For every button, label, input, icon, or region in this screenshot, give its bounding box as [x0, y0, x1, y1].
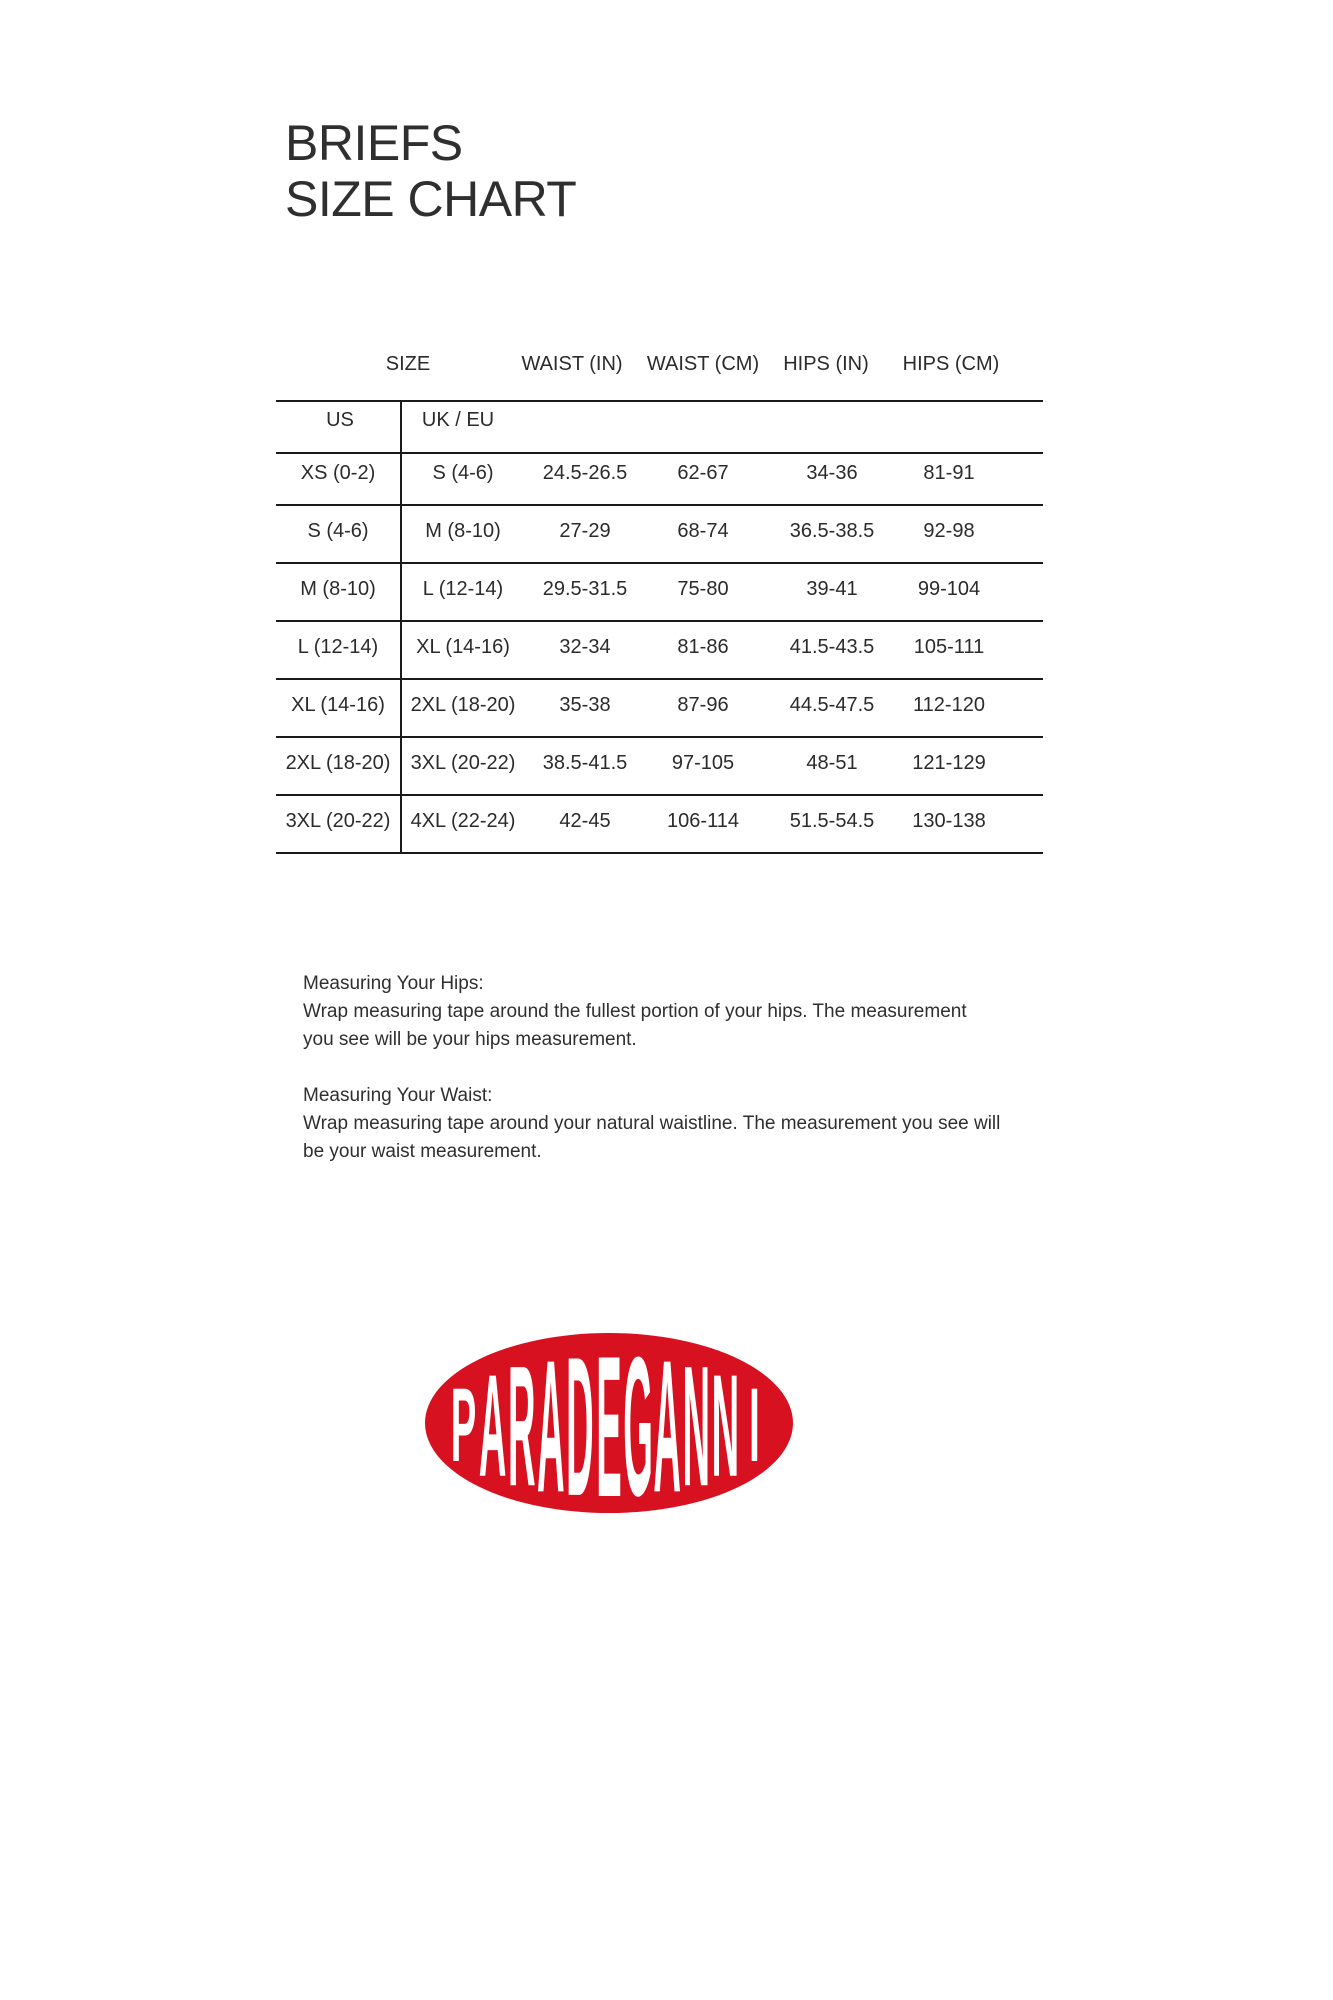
cell-waist-in: 38.5-41.5: [542, 752, 628, 774]
waist-text-line-1: Wrap measuring tape around your natural waistline. The measurement you see will: [303, 1113, 1001, 1134]
logo-letter: N: [711, 1344, 740, 1508]
cell-hips-cm: 92-98: [923, 520, 975, 542]
cell-us: S (4-6): [307, 520, 369, 542]
table-rule: [276, 400, 1043, 402]
cell-waist-cm: 87-96: [677, 694, 729, 716]
brand-logo: [424, 1332, 794, 1514]
title-line-1: BRIEFS: [285, 115, 463, 171]
cell-waist-in: 32-34: [559, 636, 611, 658]
cell-waist-in: 42-45: [559, 810, 611, 832]
cell-us: XS (0-2): [300, 462, 376, 484]
cell-us: L (12-14): [297, 636, 379, 658]
cell-waist-in: 24.5-26.5: [542, 462, 628, 484]
hips-instructions: [303, 970, 1043, 1054]
cell-waist-cm: 106-114: [667, 810, 739, 832]
table-row: [276, 742, 1043, 800]
logo-letter: D: [566, 1332, 594, 1514]
cell-uk-eu: 3XL (20-22): [410, 752, 516, 774]
cell-hips-cm: 112-120: [913, 694, 985, 716]
cell-waist-in: 27-29: [559, 520, 611, 542]
logo-letter: G: [623, 1332, 653, 1514]
logo-letter: A: [653, 1332, 681, 1514]
cell-us: M (8-10): [300, 578, 376, 600]
cell-hips-cm: 81-91: [923, 462, 975, 484]
measuring-notes: [303, 970, 1043, 1166]
cell-waist-in: 35-38: [559, 694, 611, 716]
logo-letter: R: [507, 1332, 536, 1514]
cell-uk-eu: M (8-10): [425, 520, 501, 542]
subheader-us: US: [326, 409, 354, 431]
table-row: [276, 510, 1043, 568]
header-hips-in: HIPS (IN): [783, 353, 869, 375]
waist-instructions: [303, 1082, 1043, 1166]
table-row: [276, 684, 1043, 742]
cell-hips-in: 36.5-38.5: [789, 520, 875, 542]
cell-us: 2XL (18-20): [285, 752, 391, 774]
cell-us: XL (14-16): [291, 694, 385, 716]
paradeganni-logo-icon: [424, 1332, 794, 1514]
cell-waist-cm: 75-80: [677, 578, 729, 600]
cell-hips-in: 48-51: [806, 752, 858, 774]
hips-text-line-2: you see will be your hips measurement.: [303, 1029, 637, 1050]
table-body: [276, 452, 1043, 858]
cell-uk-eu: 2XL (18-20): [410, 694, 516, 716]
table-row: [276, 452, 1043, 510]
cell-waist-cm: 68-74: [677, 520, 729, 542]
cell-waist-cm: 97-105: [671, 752, 735, 774]
table-row: [276, 626, 1043, 684]
cell-hips-cm: 99-104: [917, 578, 981, 600]
logo-letter: A: [537, 1332, 565, 1514]
logo-letter: N: [682, 1332, 711, 1514]
cell-hips-cm: 130-138: [912, 810, 986, 832]
logo-letter: A: [478, 1344, 507, 1508]
cell-hips-in: 41.5-43.5: [789, 636, 875, 658]
cell-uk-eu: S (4-6): [432, 462, 494, 484]
cell-hips-cm: 121-129: [912, 752, 986, 774]
cell-hips-in: 51.5-54.5: [789, 810, 875, 832]
waist-heading: Measuring Your Waist:: [303, 1085, 493, 1106]
cell-uk-eu: XL (14-16): [416, 636, 510, 658]
cell-waist-in: 29.5-31.5: [542, 578, 628, 600]
header-hips-cm: HIPS (CM): [902, 353, 1000, 375]
cell-hips-in: 39-41: [806, 578, 858, 600]
page-title: [285, 115, 576, 227]
header-size: SIZE: [385, 353, 431, 375]
cell-waist-cm: 62-67: [677, 462, 729, 484]
cell-us: 3XL (20-22): [285, 810, 391, 832]
logo-letter: P: [450, 1365, 477, 1484]
waist-text-line-2: be your waist measurement.: [303, 1141, 542, 1162]
logo-letter: I: [749, 1365, 760, 1484]
cell-uk-eu: 4XL (22-24): [410, 810, 516, 832]
subheader-uk-eu: UK / EU: [421, 409, 495, 431]
header-waist-in: WAIST (IN): [521, 353, 623, 375]
logo-letter: E: [596, 1332, 622, 1514]
title-line-2: SIZE CHART: [285, 171, 577, 227]
cell-hips-in: 34-36: [806, 462, 858, 484]
header-waist-cm: WAIST (CM): [646, 353, 760, 375]
cell-hips-in: 44.5-47.5: [789, 694, 875, 716]
table-row: [276, 800, 1043, 858]
cell-uk-eu: L (12-14): [422, 578, 504, 600]
cell-waist-cm: 81-86: [677, 636, 729, 658]
table-row: [276, 568, 1043, 626]
cell-hips-cm: 105-111: [913, 636, 985, 658]
hips-text-line-1: Wrap measuring tape around the fullest portion of your hips. The measurement: [303, 1001, 967, 1022]
hips-heading: Measuring Your Hips:: [303, 973, 484, 994]
